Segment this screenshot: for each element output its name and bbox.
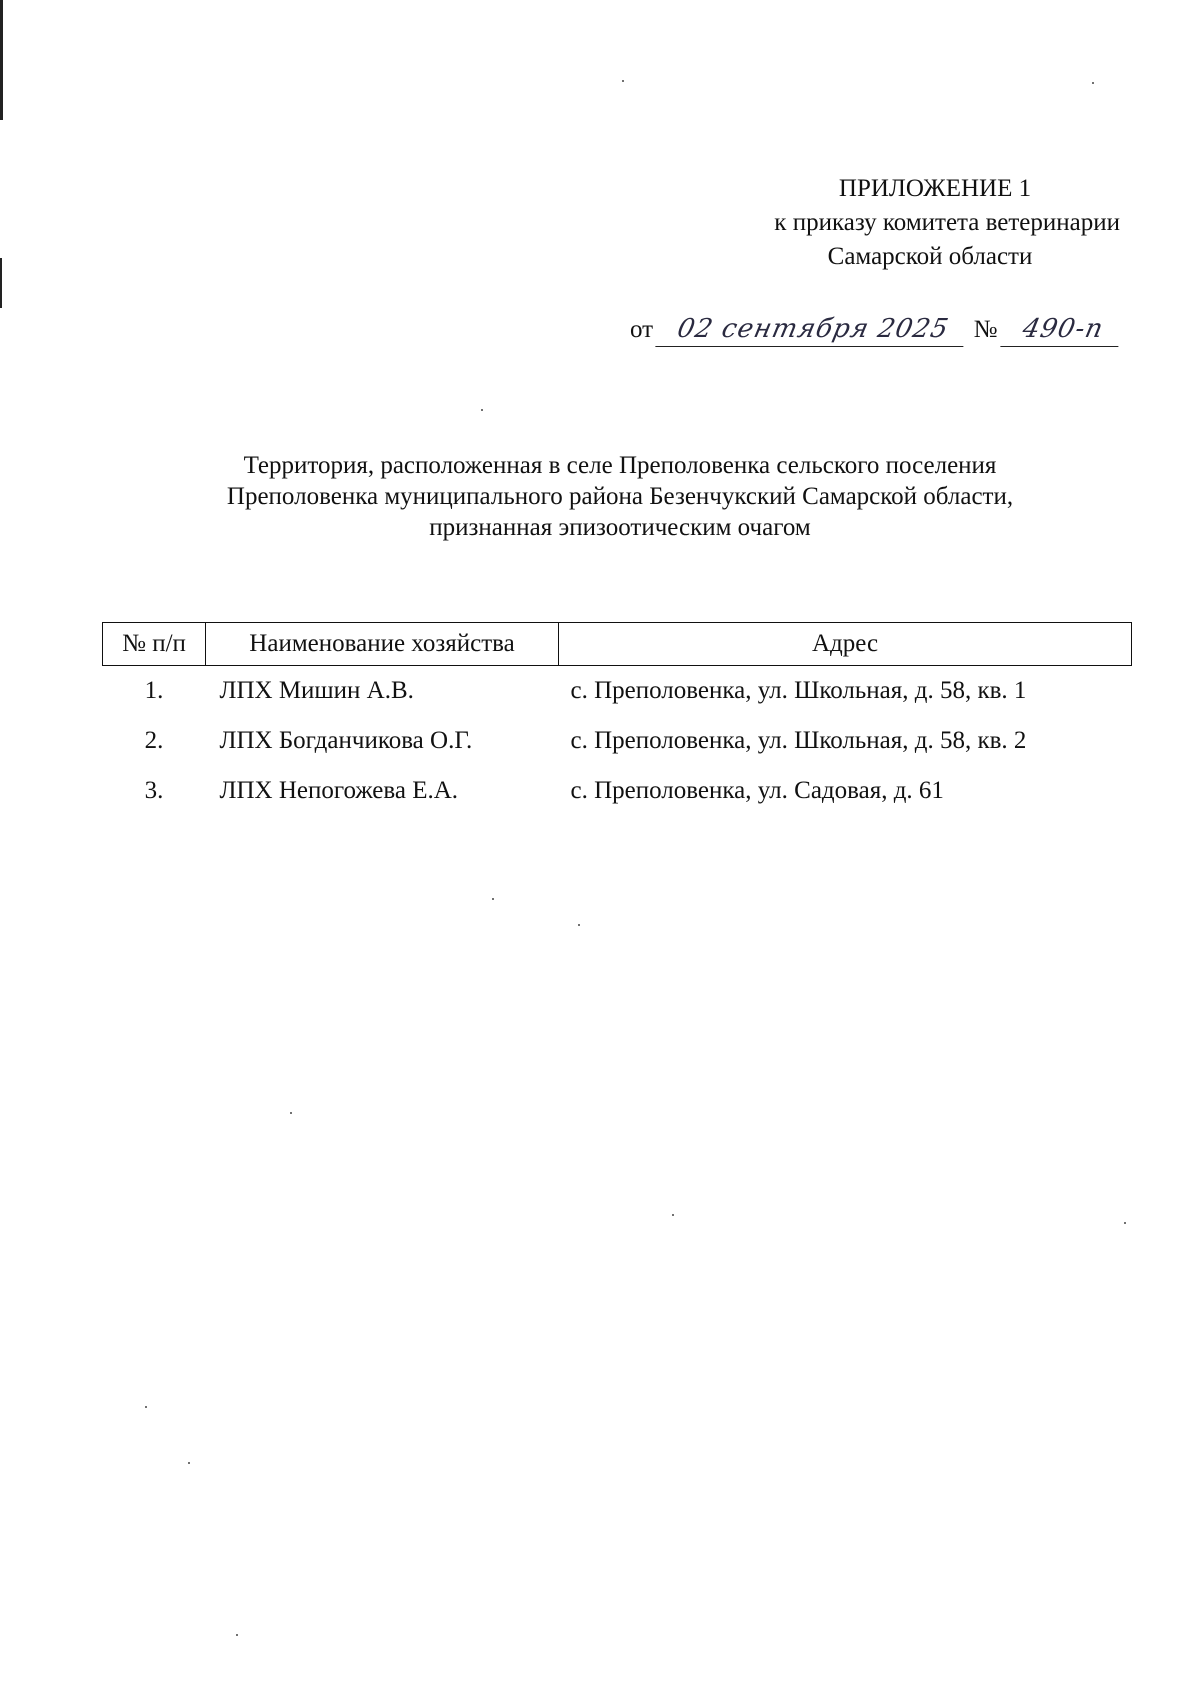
order-from-label: от [630,316,654,343]
heading-line: Преполовенка муниципального района Безенчукский Самарской области, [226,483,1014,510]
appendix-line-region: Самарской области [827,243,1033,270]
scan-speck [290,1112,292,1114]
heading-line: Территория, расположенная в селе Преполовенка сельского поселения [243,452,997,479]
scan-speck [1092,82,1094,84]
row-farm-name: ЛПХ Непогожева Е.А. [219,777,459,804]
farms-table [102,622,1132,816]
heading-line: признанная эпизоотическим очагом [429,514,811,541]
scan-speck [481,409,483,411]
order-reference [630,312,1130,347]
scan-speck [578,924,580,926]
document-heading [120,450,1120,543]
scan-speck [145,1406,147,1408]
scan-speck [236,1634,238,1636]
header-number: № п/п [103,623,206,666]
row-number: 2. [144,727,164,754]
row-farm-name: ЛПХ Богданчикова О.Г. [219,727,473,754]
table-row [103,666,1132,717]
scan-edge-mark [0,258,2,308]
order-number-handwritten: 490-п [1000,312,1125,347]
row-address: с. Преполовенка, ул. Школьная, д. 58, кв. 1 [570,677,1027,704]
table-row [103,766,1132,816]
appendix-block [660,172,1120,274]
table-row [103,716,1132,766]
appendix-line-order: к приказу комитета ветеринарии [774,209,1120,236]
scan-speck [492,898,494,900]
row-number: 3. [144,777,164,804]
appendix-title: ПРИЛОЖЕНИЕ 1 [838,175,1032,202]
scan-speck [188,1462,190,1464]
scan-speck [672,1214,674,1216]
order-date-handwritten: 02 сентября 2025 [656,312,971,347]
order-number-label: № [973,316,998,343]
header-address: Адрес [559,623,1132,666]
scan-speck [622,80,624,82]
table-header-row [103,623,1132,666]
scan-speck [1124,1222,1126,1224]
header-farm-name: Наименование хозяйства [206,623,559,666]
row-address: с. Преполовенка, ул. Садовая, д. 61 [570,777,944,804]
row-farm-name: ЛПХ Мишин А.В. [219,677,414,704]
row-number: 1. [144,677,164,704]
scan-edge-mark [0,0,3,120]
row-address: с. Преполовенка, ул. Школьная, д. 58, кв. 2 [570,727,1027,754]
